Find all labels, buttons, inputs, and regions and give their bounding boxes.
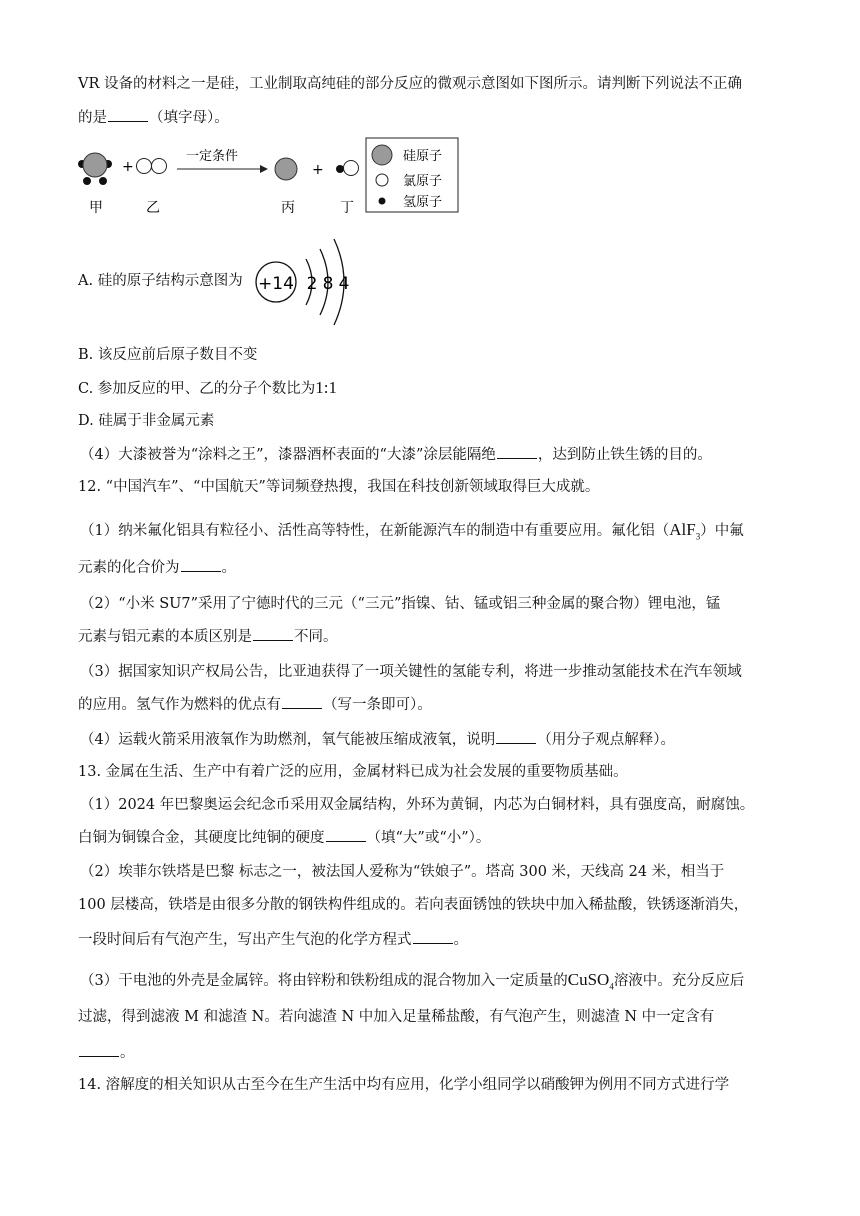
q13-part1-line1: （1）2024 年巴黎奥运会纪念币采用双金属结构，外环为黄铜，内芯为白铜材料，具有强度高，耐腐蚀。 xyxy=(80,797,755,813)
formula-subscript: 3 xyxy=(695,531,701,542)
plus-sign: + xyxy=(122,159,134,175)
answer-blank xyxy=(253,626,293,641)
answer-blank xyxy=(282,694,322,709)
molecule-yi xyxy=(137,159,167,174)
q11-intro-line2-post: （填字母）。 xyxy=(149,110,229,126)
reaction-condition: 一定条件 xyxy=(186,149,239,164)
q13-part1-line2-post: （填“大”或“小”）。 xyxy=(366,830,491,846)
molecule-ding xyxy=(336,161,359,176)
q12-title: 12. “中国汽车”、“中国航天”等词频登热搜，我国在科技创新领域取得巨大成就。 xyxy=(78,479,600,495)
q11-part4-post: ，达到防止铁生锈的目的。 xyxy=(537,447,712,463)
chlorine-atom xyxy=(152,159,167,174)
q13-part2-line2: 100 层楼高，铁塔是由很多分散的钢铁构件组成的。若向表面锈蚀的铁块中加入稀盐酸，铁锈逐渐消失， xyxy=(78,897,749,913)
q14-title: 14. 溶解度的相关知识从古至今在生产生活中均有应用，化学小组同学以硝酸钾为例用不同方式进行学 xyxy=(78,1077,730,1093)
q11-intro-line2-pre: 的是 xyxy=(78,110,107,126)
legend-silicon-icon xyxy=(372,145,392,165)
chlorine-atom xyxy=(137,159,152,174)
legend-chlorine-icon xyxy=(376,174,388,186)
q13-part2-line1: （2）埃菲尔铁塔是巴黎 标志之一，被法国人爱称为“铁娘子”。塔高 300 米，天线高 24 米，相当于 xyxy=(80,864,725,880)
q11-option-d: D. 硅属于非金属元素 xyxy=(78,413,215,429)
formula-main: AlF xyxy=(669,520,696,539)
q12-part3-line2 xyxy=(78,694,432,715)
chlorine-atom xyxy=(344,161,359,176)
q13-part3-line1-pre: （3）干电池的外壳是金属锌。将由锌粉和铁粉组成的混合物加入一定质量的 xyxy=(80,973,568,989)
q13-part3-line1-post: 溶液中。充分反应后 xyxy=(613,973,745,989)
hydrogen-atom xyxy=(336,165,344,173)
q12-part1-pre: （1）纳米氟化铝具有粒径小、活性高等特性，在新能源汽车的制造中有重要应用。氟化铝（ xyxy=(80,523,670,539)
formula-main: CuSO xyxy=(567,970,610,989)
q13-part2-line3 xyxy=(78,929,468,950)
q12-part4-pre: （4）运载火箭采用液氧作为助燃剂，氧气能被压缩成液氧，说明 xyxy=(80,732,496,748)
label-jia: 甲 xyxy=(89,200,103,216)
q13-formula-cuso4 xyxy=(567,970,614,992)
q12-part2-line2-pre: 元素与铝元素的本质区别是 xyxy=(78,629,252,645)
q12-part4-post: （用分子观点解释）。 xyxy=(537,732,675,748)
q12-part2-line2 xyxy=(78,626,338,647)
q12-part3-line2-post: （写一条即可）。 xyxy=(323,697,432,713)
q13-title: 13. 金属在生活、生产中有着广泛的应用，金属材料已成为社会发展的重要物质基础。 xyxy=(78,764,628,780)
q12-part1-line1 xyxy=(80,520,744,546)
answer-blank xyxy=(108,107,148,122)
nucleus-charge: +14 xyxy=(258,274,294,294)
q12-part1-post: ）中氟 xyxy=(700,523,744,539)
q13-part2-line3-post: 。 xyxy=(453,932,468,948)
q11-intro-line2 xyxy=(78,107,229,128)
formula-subscript: 4 xyxy=(609,981,614,992)
label-ding: 丁 xyxy=(340,200,354,216)
q12-formula-alf3 xyxy=(669,520,701,542)
q11-part4-pre: （4）大漆被誉为“涂料之王”，漆器酒杯表面的“大漆”涂层能隔绝 xyxy=(80,447,496,463)
electron-count-2: 8 xyxy=(322,274,334,294)
hydrogen-atom xyxy=(99,177,107,185)
legend-box xyxy=(366,138,458,212)
q12-part1-line2-pre: 元素的化合价为 xyxy=(78,560,180,576)
electron-count-3: 4 xyxy=(338,274,350,294)
legend-hydrogen-label: 氢原子 xyxy=(403,195,443,210)
q13-part1-line2 xyxy=(78,827,490,848)
reaction-diagram xyxy=(70,135,470,220)
plus-sign: + xyxy=(312,162,324,178)
q12-part2-line2-post: 不同。 xyxy=(294,629,338,645)
silicon-atom-structure-diagram xyxy=(252,237,362,332)
legend-chlorine-label: 氯原子 xyxy=(403,174,443,189)
label-yi: 乙 xyxy=(146,200,160,216)
q12-part1-line2-post: 。 xyxy=(221,560,236,576)
q13-part2-line3-pre: 一段时间后有气泡产生，写出产生气泡的化学方程式 xyxy=(78,932,412,948)
arrow-head-icon xyxy=(260,165,268,173)
q12-part3-line1: （3）据国家知识产权局公告，比亚迪获得了一项关键性的氢能专利，将进一步推动氢能技术在汽车领域 xyxy=(80,664,742,680)
q12-part2-line1: （2）“小米 SU7”采用了宁德时代的三元（“三元”指镍、钴、锰或铝三种金属的聚合物）锂电池，锰 xyxy=(80,596,721,612)
q13-part3-line3-post: 。 xyxy=(120,1045,135,1061)
molecule-bing xyxy=(275,158,297,180)
q13-part3-line1 xyxy=(80,970,744,996)
q12-part3-line2-pre: 的应用。氢气作为燃料的优点有 xyxy=(78,697,281,713)
answer-blank xyxy=(496,729,536,744)
legend-silicon-label: 硅原子 xyxy=(403,149,443,164)
label-bing: 丙 xyxy=(281,200,295,216)
answer-blank xyxy=(326,827,366,842)
q11-option-b: B. 该反应前后原子数目不变 xyxy=(78,347,258,363)
q11-option-c-text: C. 参加反应的甲、乙的分子个数比为 xyxy=(78,381,316,397)
q12-part1-line2 xyxy=(78,557,236,578)
q13-part3-line2: 过滤，得到滤液 M 和滤渣 N。若向滤渣 N 中加入足量稀盐酸，有气泡产生，则滤渣 N 中一定含有 xyxy=(78,1009,715,1025)
answer-blank xyxy=(79,1042,119,1057)
q11-option-c xyxy=(78,378,337,399)
q13-part3-line3 xyxy=(78,1042,135,1063)
answer-blank xyxy=(181,557,221,572)
silicon-atom xyxy=(83,153,107,177)
answer-blank xyxy=(497,444,537,459)
electron-count-1: 2 xyxy=(306,274,318,294)
q11-intro-line1: VR 设备的材料之一是硅，工业制取高纯硅的部分反应的微观示意图如下图所示。请判断下列说法不正确 xyxy=(78,76,742,92)
q11-part4 xyxy=(80,444,712,465)
legend-hydrogen-icon xyxy=(379,198,386,205)
answer-blank xyxy=(413,929,453,944)
q11-option-c-ratio: 1:1 xyxy=(315,378,338,397)
q11-option-a: A. 硅的原子结构示意图为 xyxy=(78,273,243,289)
hydrogen-atom xyxy=(83,177,91,185)
q12-part4 xyxy=(80,729,675,750)
q13-part1-line2-pre: 白铜为铜镍合金，其硬度比纯铜的硬度 xyxy=(78,830,325,846)
molecule-jia xyxy=(78,153,112,185)
